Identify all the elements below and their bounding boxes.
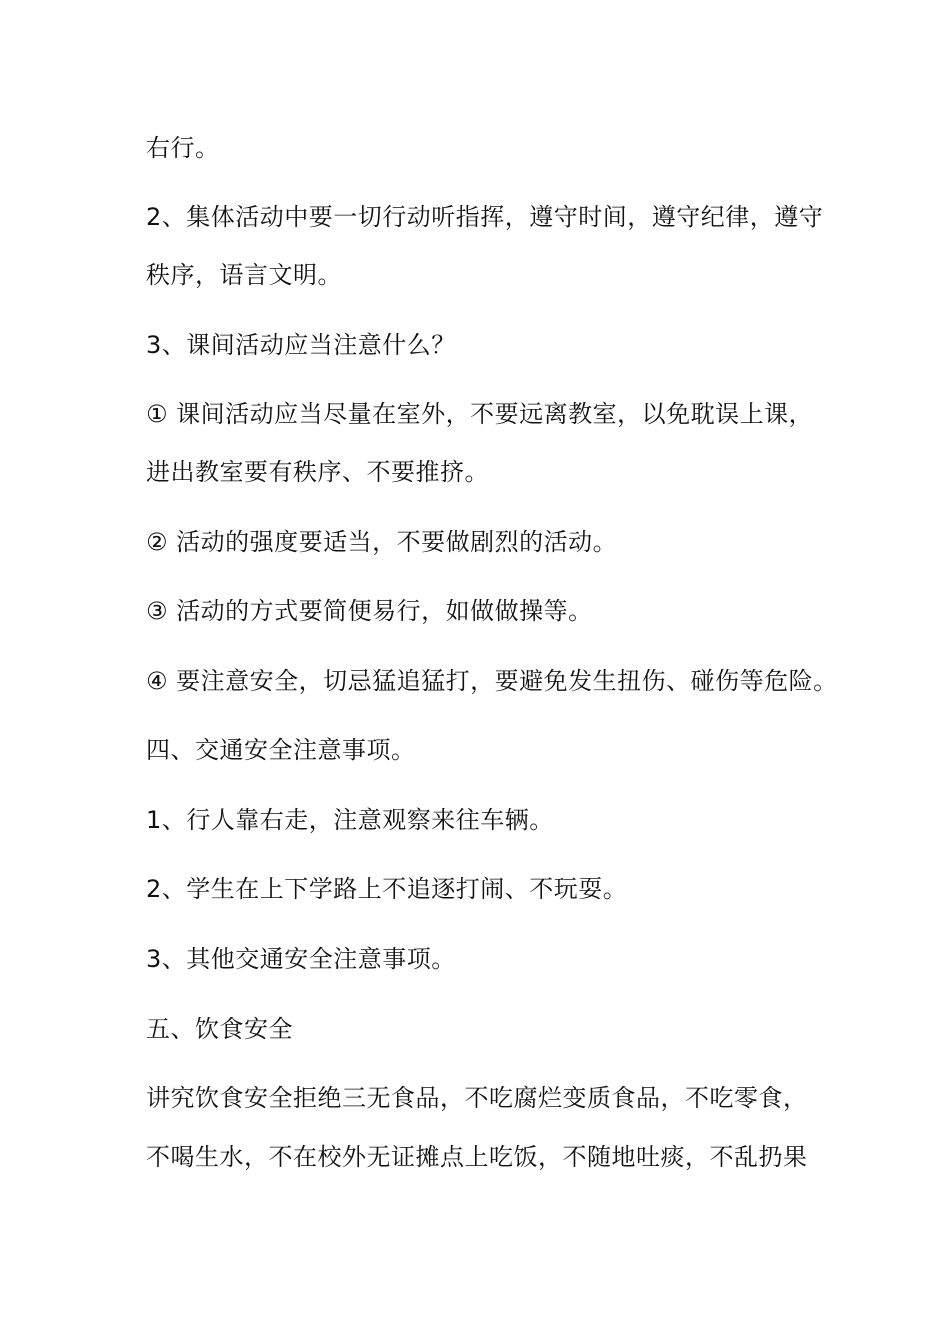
text-line-continuation: 右行。 <box>146 134 220 162</box>
text-line-item-2: 2、集体活动中要一切行动听指挥，遵守时间，遵守纪律，遵守 <box>146 203 824 231</box>
text-line-point-3: ③ 活动的方式要简便易行，如做做操等。 <box>146 597 593 625</box>
text-line-point-1: ① 课间活动应当尽量在室外，不要远离教室，以免耽误上课， <box>146 400 814 428</box>
text-line-item-3-question: 3、课间活动应当注意什么？ <box>146 331 456 359</box>
text-line-traffic-3: 3、其他交通安全注意事项。 <box>146 945 456 973</box>
text-line-traffic-2: 2、学生在上下学路上不追逐打闹、不玩耍。 <box>146 875 628 903</box>
text-line-food-2: 不喝生水，不在校外无证摊点上吃饭，不随地吐痰，不乱扔果 <box>146 1143 808 1171</box>
section-heading-traffic-safety: 四、交通安全注意事项。 <box>146 736 416 764</box>
text-line-food-1: 讲究饮食安全拒绝三无食品，不吃腐烂变质食品，不吃零食， <box>146 1084 808 1112</box>
text-line-point-2: ② 活动的强度要适当，不要做剧烈的活动。 <box>146 528 618 556</box>
text-line-point-4: ④ 要注意安全，切忌猛追猛打，要避免发生扭伤、碰伤等危险。 <box>146 667 838 695</box>
text-line-point-1-cont: 进出教室要有秩序、不要推挤。 <box>146 458 489 486</box>
text-line-item-2-cont: 秩序，语言文明。 <box>146 261 342 289</box>
section-heading-food-safety: 五、饮食安全 <box>146 1015 293 1043</box>
text-line-traffic-1: 1、行人靠右走，注意观察来往车辆。 <box>146 806 554 834</box>
